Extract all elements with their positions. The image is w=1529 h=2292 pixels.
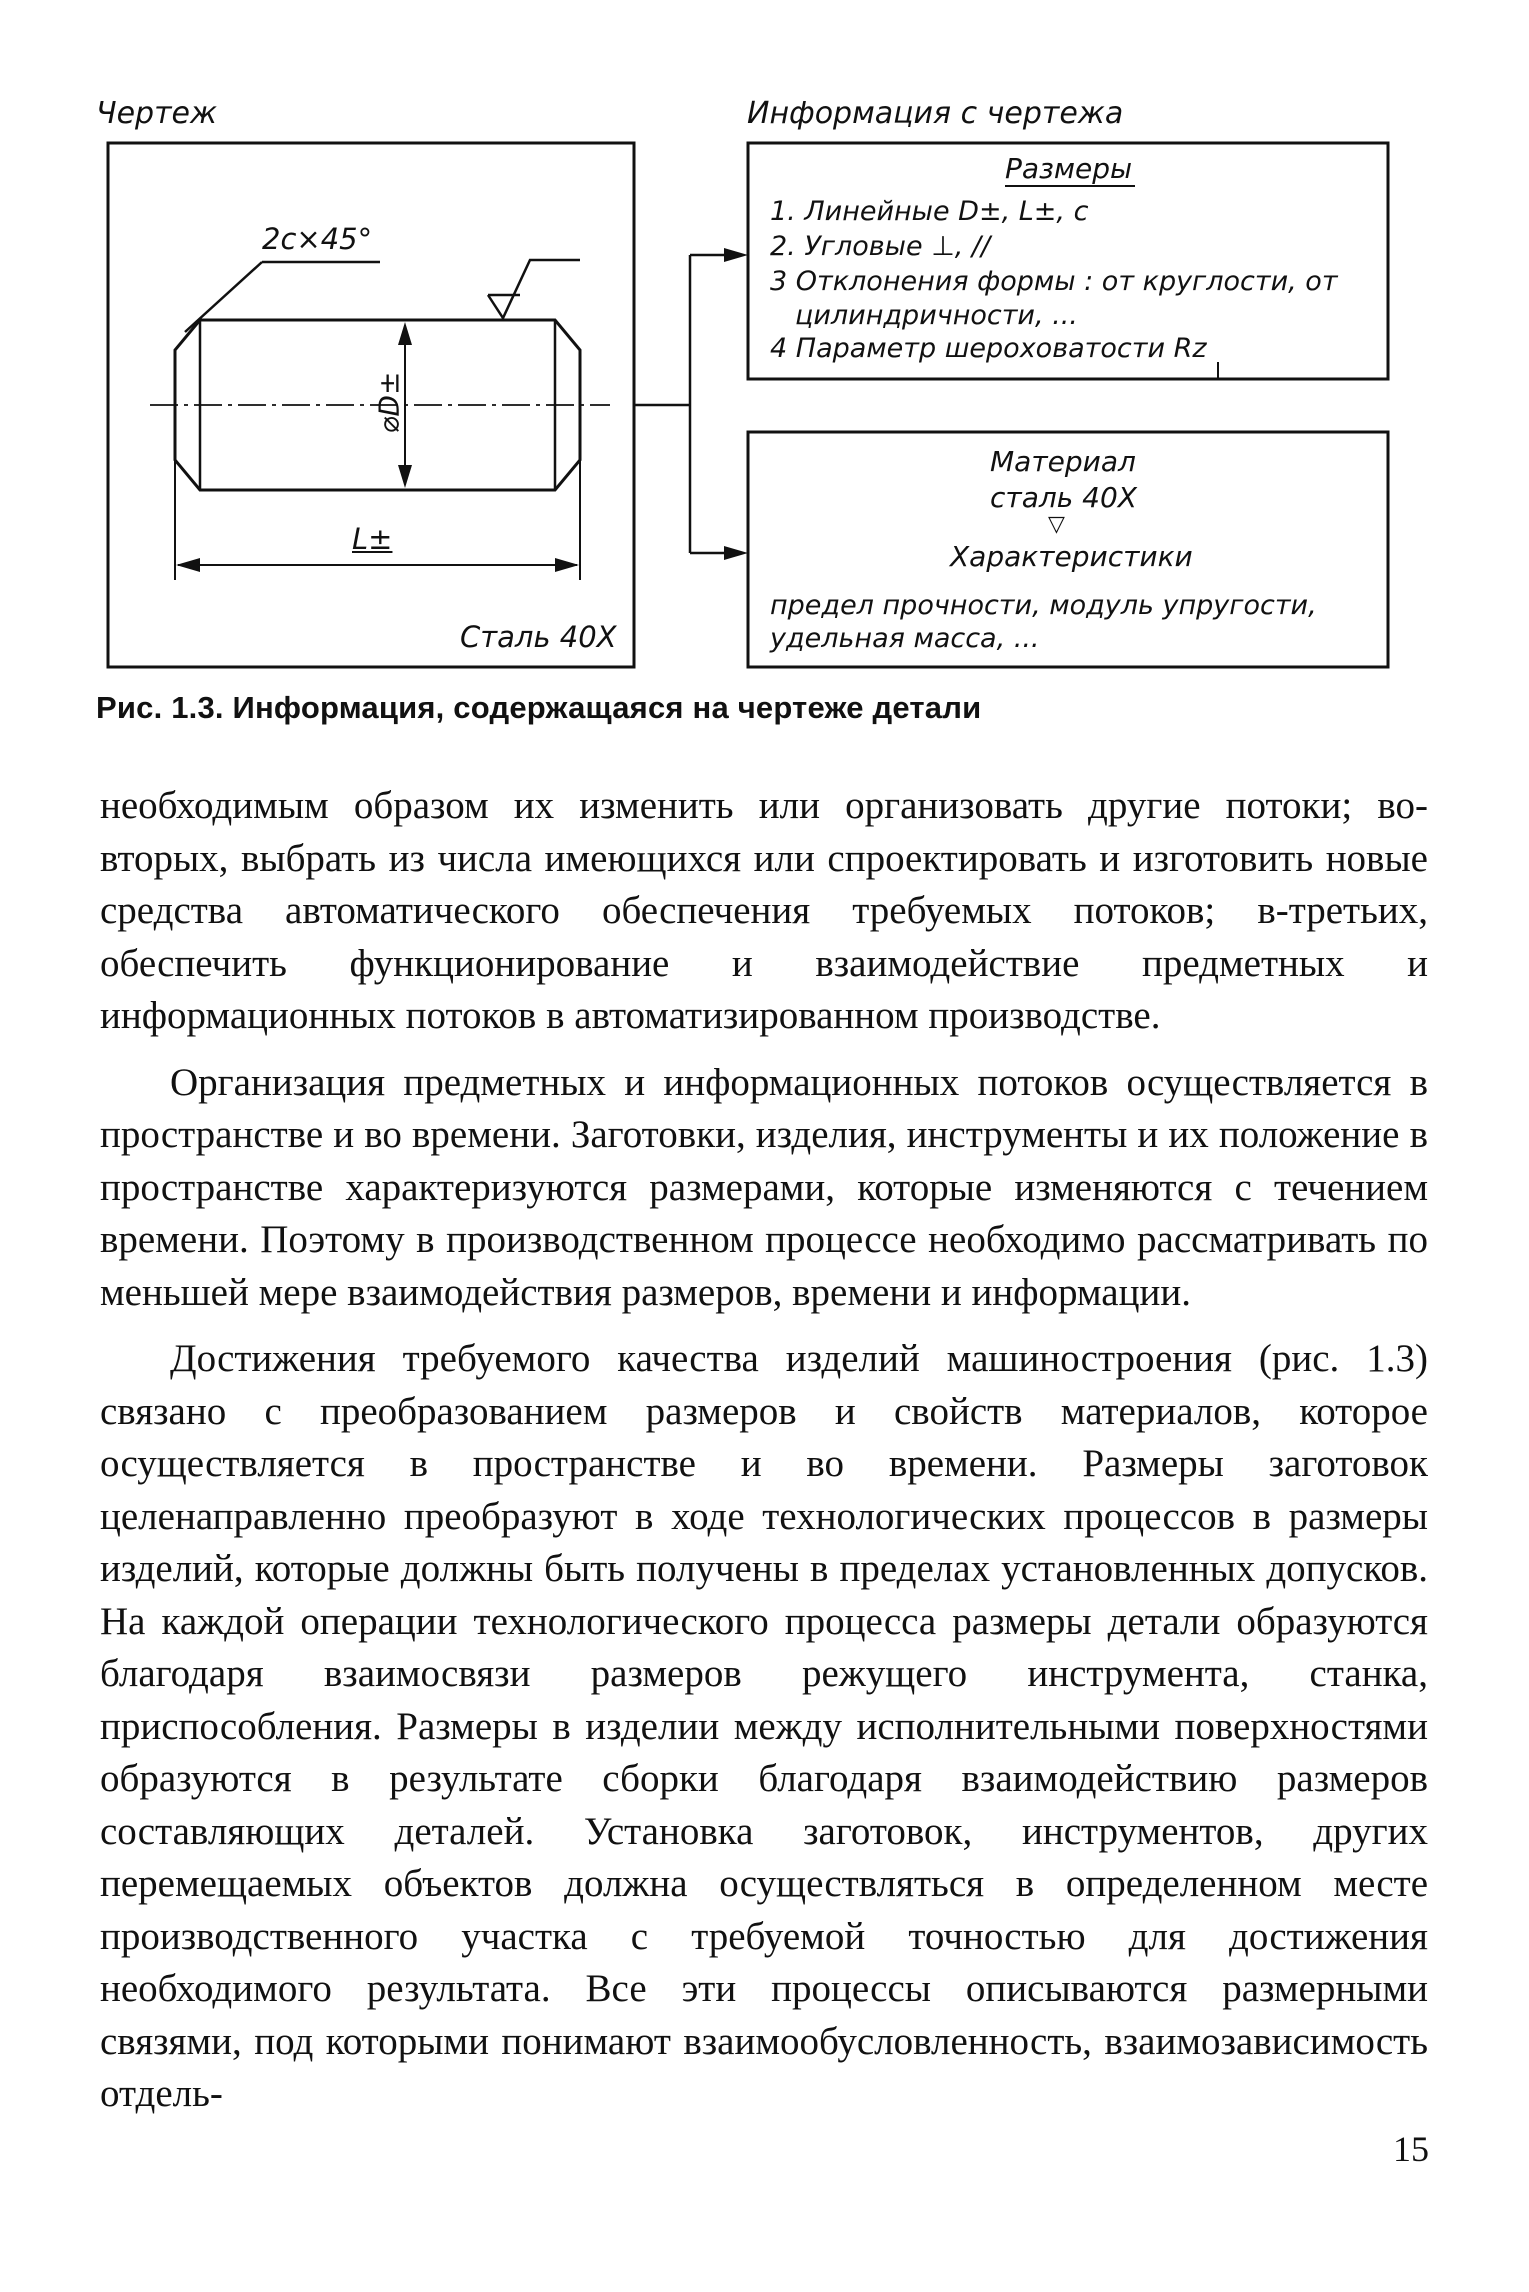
- info-label: Информация с чертежа: [747, 96, 1124, 131]
- sizes-line-5: 4 Параметр шероховатости Rz: [770, 333, 1207, 364]
- material-title: Материал: [990, 445, 1136, 478]
- characteristics-line-1: предел прочности, модуль упругости,: [770, 590, 1317, 621]
- sizes-line-3: 3 Отклонения формы : от круглости, от: [770, 266, 1338, 297]
- paragraph-2: Организация предметных и информационных потоков осуществляется в пространстве и во времени. Заготовки, изделия, инструменты и их положение в пространстве характеризуются размерами, которые изменяются с течением времени. Поэтому в производственном процессе необходимо рассматривать по меньшей мере взаимодействия размеров, времени и информации.: [100, 1060, 1428, 1314]
- figure-caption: Рис. 1.3. Информация, содержащаяся на чертеже детали: [96, 690, 982, 725]
- sizes-line-1: 1. Линейные D±, L±, c: [770, 196, 1089, 227]
- sizes-title: Размеры: [1005, 152, 1133, 185]
- length-arrow-left: [176, 558, 200, 572]
- material-arrow: ▽: [1048, 512, 1065, 537]
- characteristics-title: Характеристики: [950, 540, 1193, 573]
- connector-top-arrow: [724, 248, 748, 262]
- diameter-label: ⌀D±: [372, 371, 406, 434]
- sizes-line-2: 2. Угловые ⊥, //: [770, 231, 991, 262]
- material-label: Сталь 40Х: [460, 620, 617, 654]
- paragraph-1: необходимым образом их изменить или организовать другие потоки; во-вторых, выбрать из числа имеющихся или спроектировать и изготовить новые средства автоматического обеспечения требуемых потоков; в-третьих, обеспечить функционирование и взаимодействие предметных и информационных потоков в автоматизированном производстве.: [100, 784, 1428, 1037]
- body-text: [100, 780, 1428, 2135]
- paragraph-3: Достижения требуемого качества изделий машиностроения (рис. 1.3) связано с преобразованием размеров и свойств материалов, которое осуществляется в пространстве и во времени. Размеры заготовок целенаправленно преобразуют в ходе технологических процессов в размеры изделий, которые должны быть получены в пределах установленных допусков. На каждой операции технологического процесса размеры детали образуются благодаря взаимосвязи размеров режущего инструмента, станка, приспособления. Размеры в изделии между исполнительными поверхностями образуются в результате сборки благодаря взаимодействию размеров составляющих деталей. Установка заготовок, инструментов, других перемещаемых объектов должна осуществляться в определенном месте производственного участка с требуемой точностью для достижения необходимого результата. Все эти процессы описываются размерными связями, под которыми понимают взаимообусловленность, взаимозависимость отдель-: [100, 1337, 1428, 2115]
- diameter-arrow-top: [398, 322, 412, 345]
- length-arrow-right: [555, 558, 579, 572]
- roughness-mark: [488, 260, 580, 318]
- chamfer-label: 2c×45°: [262, 222, 373, 256]
- page-number: 15: [1393, 2129, 1429, 2169]
- material-value: сталь 40Х: [990, 481, 1137, 514]
- drawing-label: Чертеж: [96, 96, 218, 131]
- characteristics-line-2: удельная масса, ...: [770, 623, 1040, 654]
- sizes-line-4: цилиндричности, ...: [795, 300, 1078, 331]
- diameter-arrow-bottom: [398, 465, 412, 488]
- length-label: L±: [352, 522, 393, 556]
- connector-bottom-arrow: [724, 546, 748, 560]
